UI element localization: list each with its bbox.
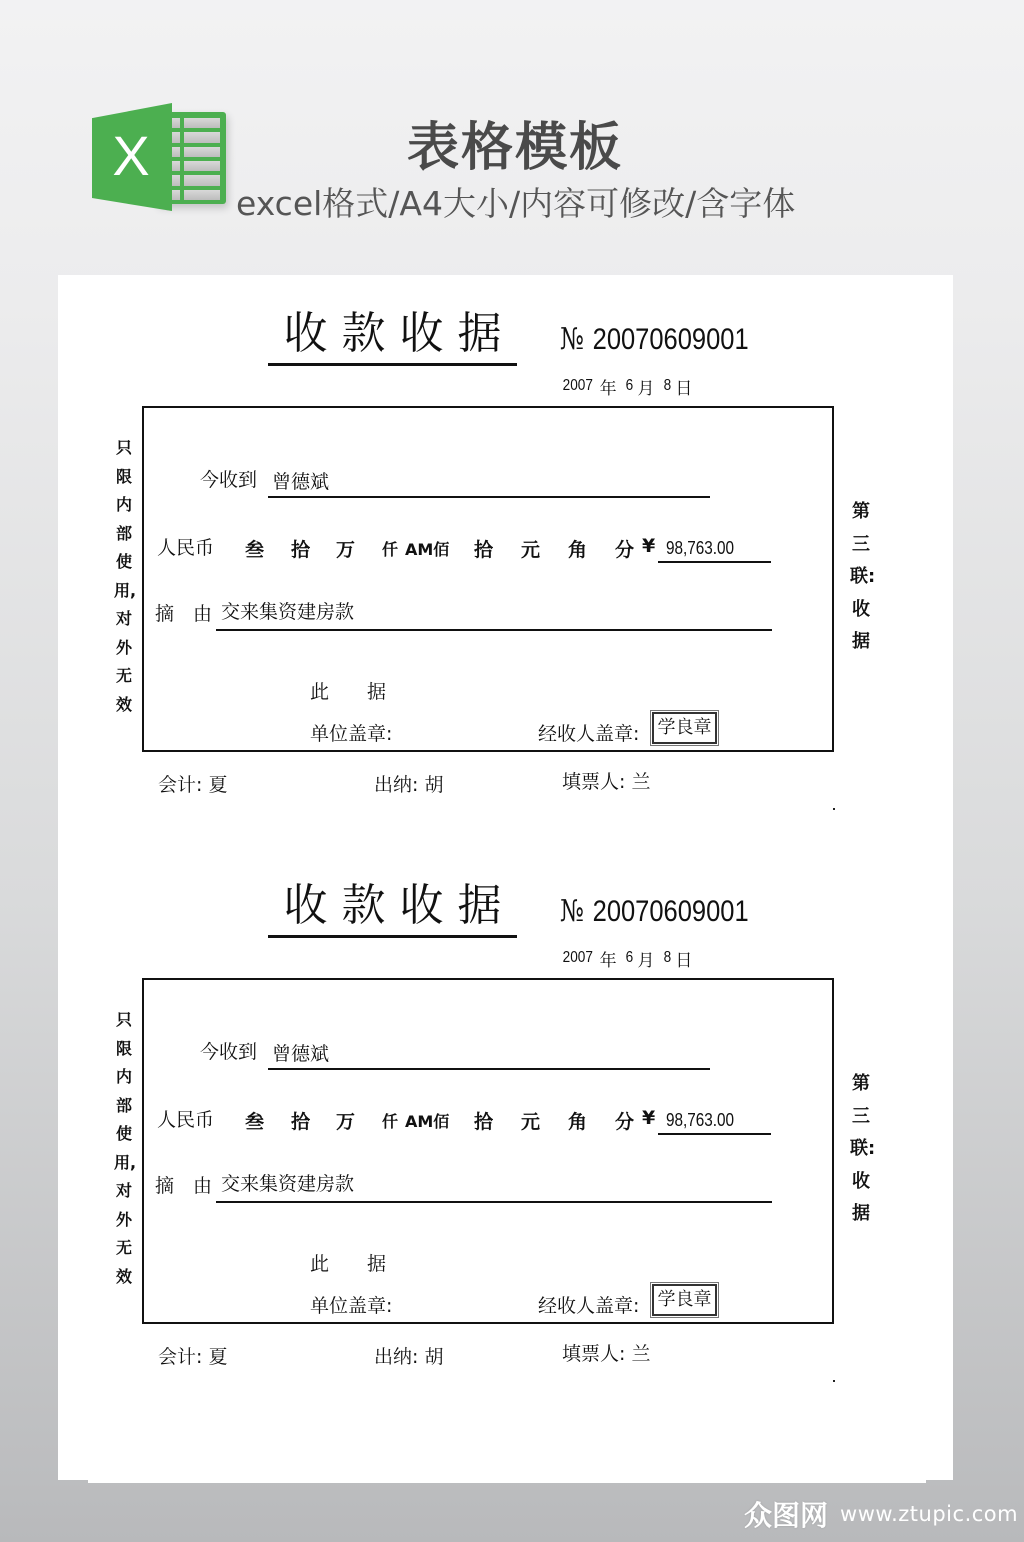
unit-10: 拾 bbox=[474, 539, 494, 561]
issuer-value: 兰 bbox=[631, 1343, 651, 1365]
date-year: 2007 bbox=[562, 377, 593, 394]
date-year: 2007 bbox=[562, 949, 593, 966]
received-from-line bbox=[268, 1068, 710, 1070]
watermark-url: www.ztupic.com bbox=[840, 1502, 1019, 1526]
reason-label: 摘 由 bbox=[155, 603, 213, 625]
excel-icon bbox=[88, 100, 228, 215]
reason-line bbox=[216, 1201, 772, 1203]
received-from-value[interactable]: 曾德斌 bbox=[272, 471, 330, 493]
issuer-label: 填票人: bbox=[562, 771, 626, 793]
amount-value[interactable]: 98,763.00 bbox=[666, 538, 735, 558]
unit-fen: 分 bbox=[615, 1111, 635, 1133]
receipt-2 bbox=[0, 872, 1024, 1392]
amount-value[interactable]: 98,763.00 bbox=[666, 1110, 735, 1130]
receipt-number bbox=[560, 892, 749, 932]
receipt-number-value: 20070609001 bbox=[592, 895, 749, 928]
issuer-field bbox=[562, 1342, 650, 1366]
copy-label: 第 三 联: 收 据 bbox=[850, 501, 876, 652]
page-title: 表格模板 bbox=[406, 118, 623, 178]
unit-fen: 分 bbox=[615, 539, 635, 561]
receipt-frame bbox=[142, 978, 834, 1324]
accountant-value: 夏 bbox=[208, 774, 228, 796]
internal-use-notice: 只 限 内 部 使 用, 对 外 无 效 bbox=[114, 1010, 137, 1286]
received-from-value[interactable]: 曾德斌 bbox=[272, 1043, 330, 1065]
unit-10: 拾 bbox=[474, 1111, 494, 1133]
unit-10k: 万 bbox=[336, 1111, 356, 1133]
reason-line bbox=[216, 629, 772, 631]
accountant-field bbox=[158, 773, 227, 797]
receipt-number bbox=[560, 320, 749, 360]
issuer-field bbox=[562, 770, 650, 794]
accountant-field bbox=[158, 1345, 227, 1369]
yen-symbol: ¥ bbox=[642, 1107, 656, 1129]
date-month-unit: 月 bbox=[637, 379, 655, 399]
unit-seal-label: 单位盖章: bbox=[310, 1295, 393, 1317]
page-shadow-edge bbox=[88, 1478, 926, 1483]
date-year-unit: 年 bbox=[599, 951, 617, 971]
issuer-value: 兰 bbox=[631, 771, 651, 793]
cashier-label: 出纳: bbox=[374, 1346, 419, 1368]
amount-line bbox=[658, 561, 771, 563]
unit-10k-ten: 拾 bbox=[291, 539, 311, 561]
copy-label: 第 三 联: 收 据 bbox=[850, 1073, 876, 1224]
unit-jiao: 角 bbox=[568, 1111, 588, 1133]
cashier-value: 胡 bbox=[424, 1346, 444, 1368]
watermark bbox=[744, 1494, 1018, 1534]
received-from-line bbox=[268, 496, 710, 498]
date-year-unit: 年 bbox=[599, 379, 617, 399]
reason-label: 摘 由 bbox=[155, 1175, 213, 1197]
cell-marker bbox=[833, 1380, 835, 1382]
unit-yuan: 元 bbox=[521, 539, 541, 561]
unit-100k: 叁 bbox=[245, 1111, 265, 1133]
date-month: 6 bbox=[625, 377, 633, 394]
cashier-field bbox=[374, 1345, 443, 1369]
unit-10k-ten: 拾 bbox=[291, 1111, 311, 1133]
amount-line bbox=[658, 1133, 771, 1135]
watermark-logo: 众图网 bbox=[744, 1499, 829, 1532]
cashier-field bbox=[374, 773, 443, 797]
number-symbol: № bbox=[560, 894, 585, 929]
unit-100: AM佰 bbox=[405, 1112, 450, 1131]
cashier-value: 胡 bbox=[424, 774, 444, 796]
receipt-1 bbox=[0, 300, 1024, 820]
yen-symbol: ¥ bbox=[642, 535, 656, 557]
received-from-label: 今收到 bbox=[200, 1041, 258, 1063]
currency-label: 人民币 bbox=[157, 1109, 215, 1131]
unit-100: AM佰 bbox=[405, 540, 450, 559]
unit-yuan: 元 bbox=[521, 1111, 541, 1133]
this-receipt-text: 此 据 bbox=[310, 1253, 387, 1275]
accountant-label: 会计: bbox=[158, 774, 203, 796]
cashier-label: 出纳: bbox=[374, 774, 419, 796]
unit-100k: 叁 bbox=[245, 539, 265, 561]
receipt-number-value: 20070609001 bbox=[592, 323, 749, 356]
unit-10k: 万 bbox=[336, 539, 356, 561]
unit-jiao: 角 bbox=[568, 539, 588, 561]
issuer-label: 填票人: bbox=[562, 1343, 626, 1365]
receipt-frame bbox=[142, 406, 834, 752]
cell-marker bbox=[833, 808, 835, 810]
reason-value[interactable]: 交来集资建房款 bbox=[221, 601, 355, 623]
reason-value[interactable]: 交来集资建房款 bbox=[221, 1173, 355, 1195]
date-day: 8 bbox=[663, 377, 671, 394]
unit-seal-label: 单位盖章: bbox=[310, 723, 393, 745]
date-day: 8 bbox=[663, 949, 671, 966]
date-day-unit: 日 bbox=[675, 379, 693, 399]
unit-1000: 仟 bbox=[382, 1112, 399, 1131]
this-receipt-text: 此 据 bbox=[310, 681, 387, 703]
accountant-value: 夏 bbox=[208, 1346, 228, 1368]
unit-1000: 仟 bbox=[382, 540, 399, 559]
receipt-title: 收款收据 bbox=[268, 310, 517, 366]
received-from-label: 今收到 bbox=[200, 469, 258, 491]
receiver-seal-stamp: 学良章 bbox=[652, 1284, 717, 1316]
currency-label: 人民币 bbox=[157, 537, 215, 559]
number-symbol: № bbox=[560, 322, 585, 357]
page-subtitle: excel格式/A4大小/内容可修改/含字体 bbox=[236, 184, 796, 223]
receiver-seal-label: 经收人盖章: bbox=[538, 1295, 640, 1317]
accountant-label: 会计: bbox=[158, 1346, 203, 1368]
internal-use-notice: 只 限 内 部 使 用, 对 外 无 效 bbox=[114, 438, 137, 714]
receiver-seal-stamp: 学良章 bbox=[652, 712, 717, 744]
date-month-unit: 月 bbox=[637, 951, 655, 971]
receipt-date bbox=[560, 946, 700, 969]
excel-x-glyph: X bbox=[112, 124, 150, 187]
receipt-date bbox=[560, 374, 700, 397]
receiver-seal-label: 经收人盖章: bbox=[538, 723, 640, 745]
receipt-title: 收款收据 bbox=[268, 882, 517, 938]
date-month: 6 bbox=[625, 949, 633, 966]
date-day-unit: 日 bbox=[675, 951, 693, 971]
